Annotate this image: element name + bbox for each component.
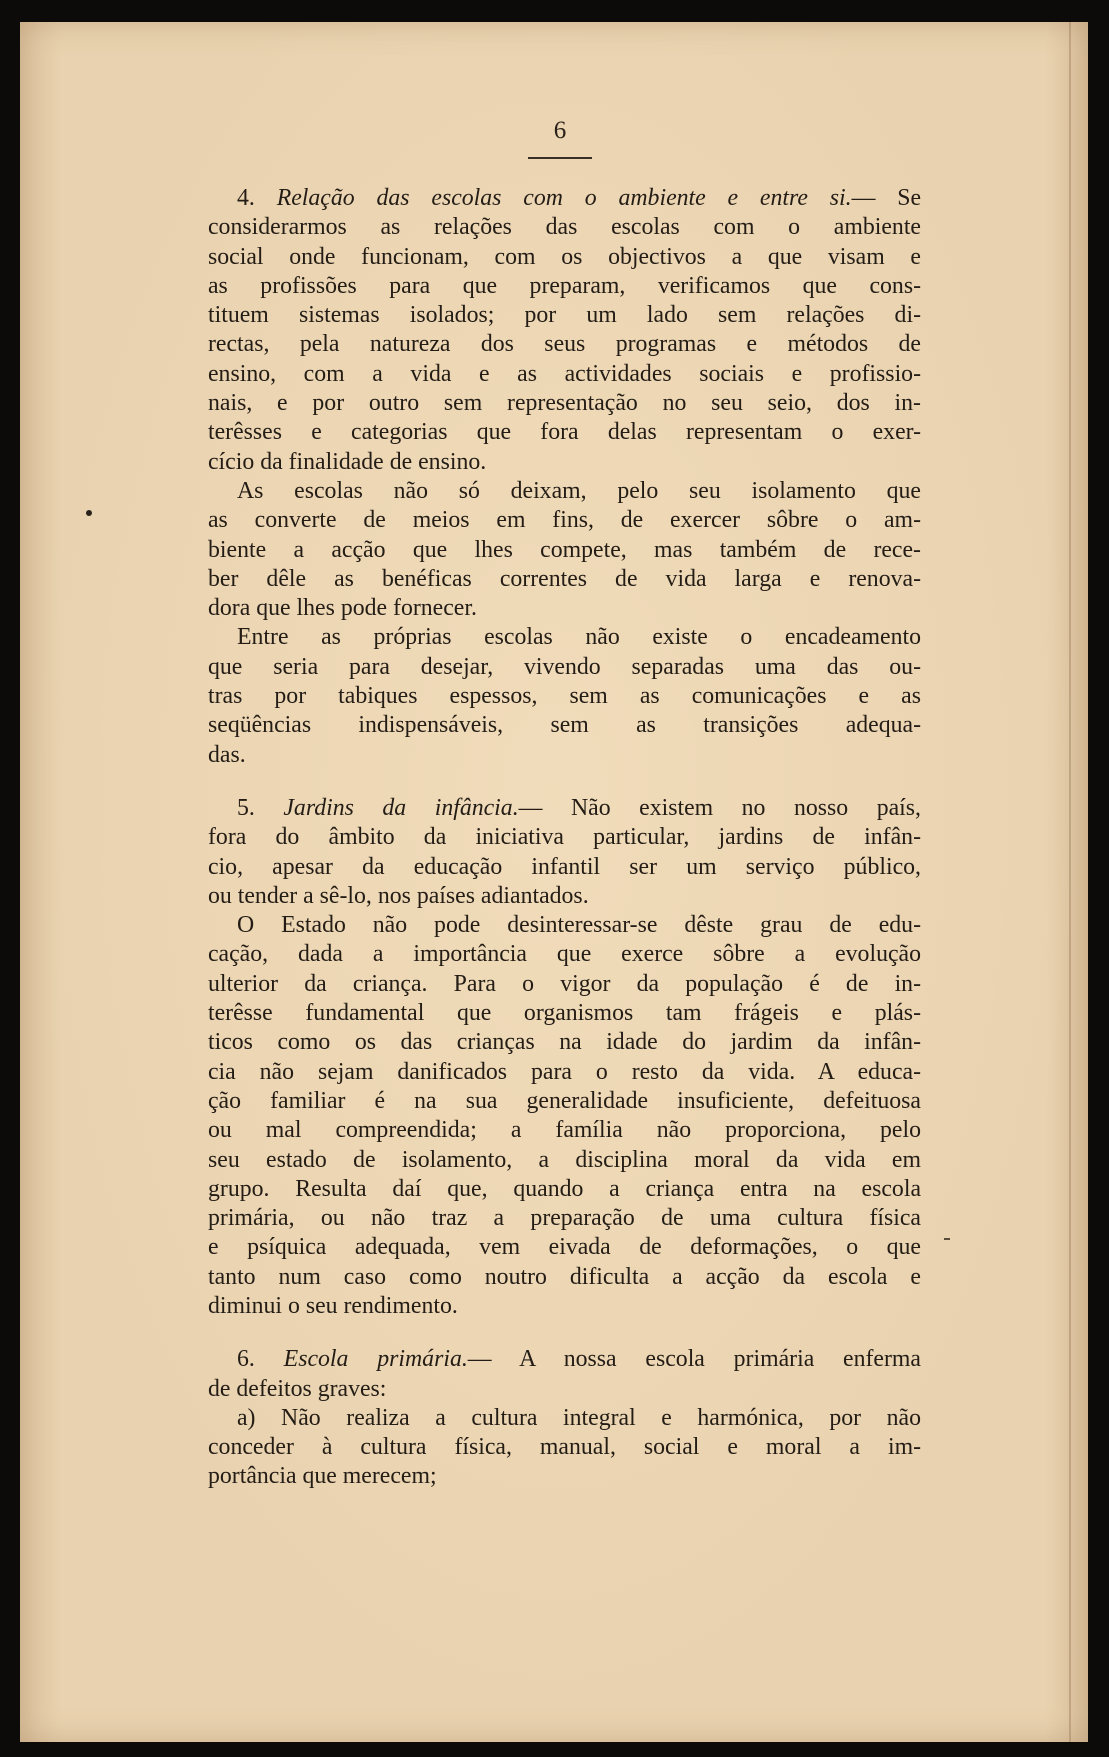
text-line: ou tender a sê-lo, nos países adiantados.: [208, 882, 589, 909]
page-fold-line: [1069, 22, 1071, 1742]
text-line: ticos como os das crianças na idade do jardim da infân-: [208, 1029, 921, 1056]
text-line: cia não sejam danificados para o resto da vida. A educa-: [208, 1058, 921, 1085]
text-line: que seria para desejar, vivendo separadas uma das ou-: [208, 653, 921, 680]
section-number: 6.: [237, 1346, 255, 1373]
text-line: ção familiar é na sua generalidade insuficiente, defeituosa: [208, 1087, 921, 1114]
text-line: as converte de meios em fins, de exercer sôbre o am-: [208, 507, 921, 534]
text-line: O Estado não pode desinteressar-se dêste grau de edu-: [237, 912, 921, 939]
ink-mark: [944, 1238, 950, 1240]
text-line: seqüências indispensáveis, sem as transições adequa-: [208, 712, 921, 739]
text-line: fora do âmbito da iniciativa particular, jardins de infân-: [208, 824, 921, 851]
text-line: portância que merecem;: [208, 1463, 437, 1490]
text-line: das.: [208, 741, 246, 768]
section-number: 4.: [237, 185, 255, 211]
section-4-heading: [208, 184, 921, 213]
page-number: 6: [553, 117, 567, 144]
text-line: ensino, com a vida e as actividades sociais e profissio-: [208, 360, 921, 387]
text-line: tituem sistemas isolados; por um lado sem relações di-: [208, 302, 921, 329]
text-line: primária, ou não traz a preparação de uma cultura física: [208, 1205, 921, 1232]
text-line: dora que lhes pode fornecer.: [208, 595, 477, 622]
text-line: social onde funcionam, com os objectivos a que visam e: [208, 243, 921, 270]
text-line: diminui o seu rendimento.: [208, 1292, 458, 1319]
section-gap: [208, 1321, 921, 1345]
text-line: biente a acção que lhes compete, mas também de rece-: [208, 536, 921, 563]
section-gap: [208, 770, 921, 794]
section-title-tail: — A nossa escola primária enferma: [467, 1346, 921, 1373]
text-line: conceder à cultura física, manual, social e moral a im-: [208, 1434, 921, 1461]
section-6-heading: [208, 1345, 921, 1374]
section-title: Relação das escolas com o ambiente e entre si.: [276, 185, 852, 211]
body-text: [208, 184, 921, 1492]
text-line: tanto num caso como noutro dificulta a acção da escola e: [208, 1263, 921, 1290]
page-number-rule: [528, 157, 592, 159]
text-line: cação, dada a importância que exerce sôbre a evolução: [208, 941, 921, 968]
section-title-tail: — Se: [851, 185, 922, 211]
text-line: terêsse fundamental que organismos tam frágeis e plás-: [208, 1000, 921, 1027]
text-line: rectas, pela natureza dos seus programas e métodos de: [208, 331, 921, 358]
text-line: as profissões para que preparam, verificamos que cons-: [208, 272, 921, 299]
text-line: Entre as próprias escolas não existe o encadeamento: [237, 624, 921, 651]
text-line: ulterior da criança. Para o vigor da população é de in-: [208, 970, 921, 997]
section-number: 5.: [237, 794, 255, 821]
section-title: Escola primária.: [283, 1346, 468, 1373]
text-line: seu estado de isolamento, a disciplina moral da vida em: [208, 1146, 921, 1173]
text-line: cício da finalidade de ensino.: [208, 448, 487, 475]
text-line: de defeitos graves:: [208, 1375, 387, 1402]
section-5-heading: [208, 794, 921, 823]
text-line: As escolas não só deixam, pelo seu isolamento que: [237, 477, 921, 504]
text-line: e psíquica adequada, vem eivada de deformações, o que: [208, 1234, 921, 1261]
text-line: ou mal compreendida; a família não proporciona, pelo: [208, 1117, 921, 1144]
text-line: cio, apesar da educação infantil ser um serviço público,: [208, 853, 921, 880]
list-item-a: a) Não realiza a cultura integral e harmónica, por não: [237, 1404, 921, 1431]
text-line: terêsses e categorias que fora delas representam o exer-: [208, 419, 921, 446]
section-title-tail: — Não existem no nosso país,: [518, 794, 921, 821]
ink-speck: [86, 510, 92, 516]
text-line: nais, e por outro sem representação no seu seio, dos in-: [208, 390, 921, 417]
text-line: ber dêle as benéficas correntes de vida larga e renova-: [208, 565, 921, 592]
text-line: considerarmos as relações das escolas com o ambiente: [208, 214, 921, 241]
text-line: tras por tabiques espessos, sem as comunicações e as: [208, 683, 921, 710]
text-line: grupo. Resulta daí que, quando a criança entra na escola: [208, 1175, 921, 1202]
section-title: Jardins da infância.: [283, 794, 519, 821]
